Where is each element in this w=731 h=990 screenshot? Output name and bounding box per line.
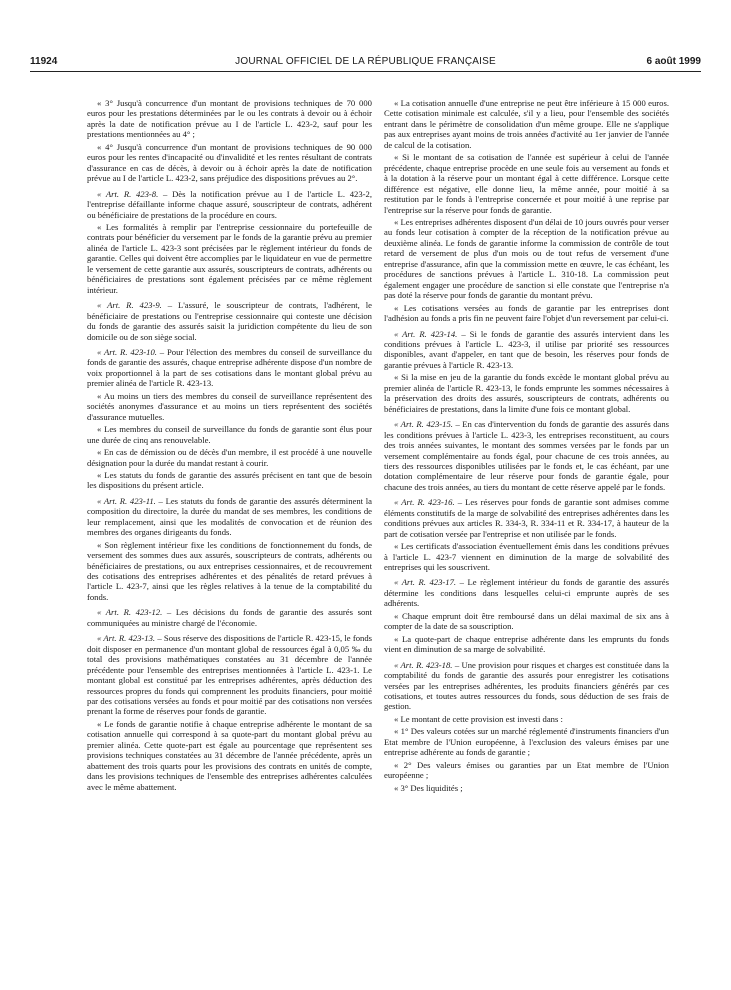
paragraph bbox=[87, 719, 372, 792]
paragraph bbox=[87, 98, 372, 140]
paragraph bbox=[384, 541, 669, 572]
article-paragraph bbox=[87, 607, 372, 628]
paragraph-text: « Si la mise en jeu de la garantie du fonds excède le montant global prévu au premier alinéa de l'article R. 423-13, le fonds emprunte les sommes nécessaires à la préservation des droits des assurés, souscripteurs de contrats, adhérents ou bénéficiaires de prestations, dans la limite d'une fois ce montant global. bbox=[384, 372, 669, 414]
paragraph bbox=[87, 447, 372, 468]
article-paragraph bbox=[384, 419, 669, 492]
paragraph-text: « Les entreprises adhérentes disposent d'un délai de 10 jours ouvrés pour verser au fonds leur cotisation à compter de la réception de la notification prévue au deuxième alinéa. Le fonds de garantie informe la commission de contrôle de tout retard de versement de plus d'un mois ou de tout refus de versement d'une entreprise d'assurance, afin que la commission mette en œuvre, le cas échéant, les procédures de sanctions prévues à l'article L. 310-18. La commission peut également engager une procédure de sanction si elle constate que l'entreprise n'a pas doté la réserve pour fonds de garantie du montant prévu. bbox=[384, 216, 669, 301]
paragraph bbox=[384, 217, 669, 301]
paragraph bbox=[384, 726, 669, 757]
paragraph-text: – Les décisions du fonds de garantie des assurés sont communiquées au ministre chargé de l'économie. bbox=[87, 607, 372, 628]
paragraph-text: – Si le fonds de garantie des assurés intervient dans les conditions prévues à l'article L. 423-3, il utilise par priorité ses ressources disponibles, avant d'appeler, en tant que de besoin, les réserves pour fonds de garantie prévues à l'article R. 423-13. bbox=[384, 328, 669, 370]
paragraph-text: « Les statuts du fonds de garantie des assurés précisent en tant que de besoin les dispositions du présent article. bbox=[87, 469, 372, 491]
journal-title: JOURNAL OFFICIEL DE LA RÉPUBLIQUE FRANÇAISE bbox=[235, 56, 496, 67]
paragraph bbox=[87, 470, 372, 491]
paragraph-text: « En cas de démission ou de décès d'un membre, il est procédé à une nouvelle désignation pour la durée du mandat restant à courir. bbox=[87, 447, 372, 468]
paragraph bbox=[87, 391, 372, 422]
header-rule bbox=[30, 71, 701, 72]
paragraph-text: – Une provision pour risques et charges est constituée dans la comptabilité du fonds de garantie des assurés pour enregistrer les cotisations versées par les entreprises adhérentes, les produits financiers générés par ces cotisations, et toutes autres ressources du fonds, sous déduction de ses frais de gestion. bbox=[384, 659, 669, 712]
paragraph bbox=[384, 760, 669, 781]
paragraph bbox=[384, 303, 669, 324]
paragraph-text: « 3° Jusqu'à concurrence d'un montant de provisions techniques de 70 000 euros pour les prestations déterminées par le ou les contrats à devoir ou à échoir après la date de notification prévue au I de l'article L. 423-2, sauf pour les prestations mentionnées au 4° ; bbox=[87, 98, 372, 140]
paragraph-text: « Les membres du conseil de surveillance du fonds de garantie sont élus pour une durée de cinq ans renouvelable. bbox=[87, 424, 372, 445]
article-reference: « Art. R. 423-11. bbox=[97, 495, 156, 506]
paragraph-text: – Sous réserve des dispositions de l'article R. 423-15, le fonds doit disposer en permanence d'un montant global de ressources égal à 0,05 ‰ du total des provisions mathématiques constatées au 31 décembre de l'année précédente pour l'ensemble des entreprises mentionnées à l'article L. 423-1. Le montant global est constitué par les entreprises adhérentes, après déduction des ressources propres du fonds qui comprennent les produits financiers, pour moitié par des cotisations versées au fonds et pour moitié par des cotisations non versées prenant la forme de réserves pour fonds de garantie. bbox=[87, 633, 373, 717]
paragraph bbox=[384, 372, 669, 414]
paragraph bbox=[384, 634, 669, 655]
paragraph-text: – Les réserves pour fonds de garantie sont admises comme éléments constitutifs de la marge de solvabilité des entreprises adhérentes dans les conditions prévues aux articles R. 334-3, R. 334-11 et R. 334-17, à hauteur de la part de cotisation versée par l'entreprise et non utilisée par le fonds. bbox=[384, 497, 669, 539]
paragraph-text: « 4° Jusqu'à concurrence d'un montant de provisions techniques de 90 000 euros pour les rentes d'incapacité ou d'invalidité et les rentes résultant de contrats d'assurance en cas de décès, à devoir ou à échoir après la date de notification prévue au I de l'article L. 423-2, sans préjudice des dispositions prévues au 2°. bbox=[87, 141, 372, 184]
paragraph bbox=[87, 424, 372, 445]
paragraph-text: – En cas d'intervention du fonds de garantie des assurés dans les conditions prévues à l'article L. 423-3, les entreprises reconstituent, au cours des trois années suivantes, le montant des sommes versées par le fonds par un versement complémentaire au fonds égal, pour chacune de ces trois années, au tiers des ressources disponibles utilisées par le fonds et, le cas échéant, par une dotation complémentaire de leur réserve pour fonds de garantie égale, pour chacune des trois années, au tiers du montant de cette réserve appelé par le fonds. bbox=[384, 419, 670, 492]
paragraph bbox=[87, 142, 372, 184]
paragraph-text: « Son règlement intérieur fixe les conditions de fonctionnement du fonds, de versement des sommes dues aux assurés, souscripteurs de contrats, adhérents ou bénéficiaires de prestations, ou aux entreprises cessionnaires, et de recouvrement des cotisations des entreprises adhérentes et des pénalités de retard prévues à l'article L. 423-7, ainsi que les règles relatives à la tenue de la comptabilité du fonds. bbox=[87, 539, 372, 602]
paragraph bbox=[87, 222, 372, 295]
paragraph-text: – Le règlement intérieur du fonds de garantie des assurés détermine les conditions dans lesquelles celui-ci emprunte auprès de ses adhérents. bbox=[384, 577, 669, 609]
paragraph-text: – L'assuré, le souscripteur de contrats, l'adhérent, le bénéficiaire de prestations ou l'entreprise cessionnaire qui conteste une décision du fonds de garantie des assurés saisit la juridiction compétente du lieu de son domicile ou de son siège social. bbox=[87, 300, 372, 342]
right-text-column bbox=[384, 98, 669, 795]
article-paragraph bbox=[87, 496, 372, 538]
article-paragraph bbox=[384, 660, 669, 712]
paragraph-text: « 2° Des valeurs émises ou garanties par un Etat membre de l'Union européenne ; bbox=[384, 759, 669, 781]
paragraph bbox=[384, 98, 669, 150]
paragraph-text: – Les statuts du fonds de garantie des assurés déterminent la composition du directoire, la durée du mandat de ses membres, les conditions de leur remplacement, ainsi que les modalités de convocation et de réunion des membres des organes dirigeants du fonds. bbox=[87, 495, 372, 538]
paragraph-text: « Si le montant de sa cotisation de l'année est supérieur à celui de l'année précédente, chaque entreprise procède en une seule fois au versement au fonds et à la dotation à la réserve pour un montant égal à cette différence. Lorsque cette différence est négative, elle donne lieu, la même année, pour moitié à sa restitution par le fonds à l'entreprise concernée et pour moitié à une reprise par l'entreprise sur la réserve pour fonds de garantie. bbox=[384, 152, 669, 215]
publication-date: 6 août 1999 bbox=[646, 56, 701, 67]
article-reference: « Art. R. 423-14. bbox=[394, 328, 458, 339]
paragraph-text: – Dès la notification prévue au I de l'article L. 423-2, l'entreprise défaillante informe chaque assuré, souscripteur de contrats, adhérent ou bénéficiaire de prestations de la procédure en cours. bbox=[87, 188, 372, 220]
article-paragraph bbox=[384, 329, 669, 371]
article-reference: « Art. R. 423-18. bbox=[394, 659, 453, 670]
paragraph-text: « 3° Des liquidités ; bbox=[394, 782, 463, 793]
paragraph bbox=[87, 540, 372, 603]
article-paragraph bbox=[87, 347, 372, 389]
article-reference: « Art. R. 423-8. bbox=[97, 188, 159, 199]
article-reference: « Art. R. 423-17. bbox=[394, 577, 457, 588]
article-reference: « Art. R. 423-16. bbox=[394, 497, 455, 508]
article-paragraph bbox=[87, 633, 372, 717]
paragraph-text: « Les formalités à remplir par l'entreprise cessionnaire du portefeuille de contrats pour bénéficier du versement par le fonds de la garantie prévu au premier alinéa de l'article L. 423-3 sont précisées par le règlement intérieur du fonds de garantie. Celles qui doivent être accomplies par le liquidateur en vue de permettre le versement de cette garantie aux assurés, souscripteurs de contrats, adhérents ou bénéficiaires de prestations sont également précisées par ce même règlement intérieur. bbox=[87, 221, 372, 295]
paragraph bbox=[384, 611, 669, 632]
paragraph-text: « Les cotisations versées au fonds de garantie par les entreprises dont l'adhésion au fonds a pris fin ne peuvent faire l'objet d'un reversement par celui-ci. bbox=[384, 302, 669, 324]
paragraph-text: « 1° Des valeurs cotées sur un marché réglementé d'instruments financiers d'un Etat membre de l'Union européenne, à l'exclusion des valeurs émises par une entreprise adhérente au fonds de garantie ; bbox=[384, 726, 669, 758]
paragraph-text: « La cotisation annuelle d'une entreprise ne peut être inférieure à 15 000 euros. Cette cotisation minimale est calculée, s'il y a lieu, pour l'ensemble des sociétés entrant dans le périmètre de consolidation d'un même groupe. Elle ne s'applique pas aux entreprises ayant moins de trois années d'activité au 1er janvier de l'année de calcul de la cotisation. bbox=[384, 98, 669, 150]
article-paragraph bbox=[87, 300, 372, 342]
article-paragraph bbox=[384, 577, 669, 608]
page-number: 11924 bbox=[30, 56, 58, 67]
paragraph-text: « La quote-part de chaque entreprise adhérente dans les emprunts du fonds vient en diminution de sa marge de solvabilité. bbox=[384, 633, 669, 655]
article-reference: « Art. R. 423-15. bbox=[394, 419, 453, 430]
page-header bbox=[30, 56, 701, 70]
paragraph-text: « Le montant de cette provision est investi dans : bbox=[394, 713, 563, 724]
left-text-column bbox=[87, 98, 372, 794]
article-reference: « Art. R. 423-9. bbox=[97, 300, 162, 311]
paragraph bbox=[384, 152, 669, 215]
paragraph-text: « Le fonds de garantie notifie à chaque entreprise adhérente le montant de sa cotisation annuelle qui correspond à sa quote-part du montant global prévu au premier alinéa. Cette quote-part est égale au pourcentage que représentent ses provisions techniques constatées au 31 décembre de l'année précédente, après un abattement des trois quarts pour les provisions des contrats en unités de compte, dans les provisions techniques de l'ensemble des entreprises adhérentes calculées avec le même abattement. bbox=[87, 718, 372, 792]
paragraph-text: « Chaque emprunt doit être remboursé dans un délai maximal de six ans à compter de la date de sa souscription. bbox=[384, 610, 669, 632]
paragraph bbox=[384, 714, 669, 724]
article-reference: « Art. R. 423-12. bbox=[97, 607, 163, 618]
article-paragraph bbox=[384, 497, 669, 539]
article-paragraph bbox=[87, 189, 372, 220]
paragraph-text: « Au moins un tiers des membres du conseil de surveillance représentent des sociétés anonymes d'assurance et au moins un tiers représentent des sociétés d'assurance mutuelles. bbox=[87, 390, 372, 422]
paragraph-text: « Les certificats d'association éventuellement émis dans les conditions prévues à l'article L. 423-7 viennent en diminution de la marge de solvabilité des entreprises qui les souscrivent. bbox=[384, 541, 669, 573]
article-reference: « Art. R. 423-13. bbox=[97, 633, 156, 644]
article-reference: « Art. R. 423-10. bbox=[97, 346, 157, 357]
paragraph bbox=[384, 783, 669, 793]
paragraph-text: – Pour l'élection des membres du conseil de surveillance du fonds de garantie des assurés, chaque entreprise adhérente dispose d'un nombre de voix proportionnel à la part de ses cotisations dans le montant global prévu au premier alinéa de l'article R. 423-13. bbox=[87, 346, 372, 389]
